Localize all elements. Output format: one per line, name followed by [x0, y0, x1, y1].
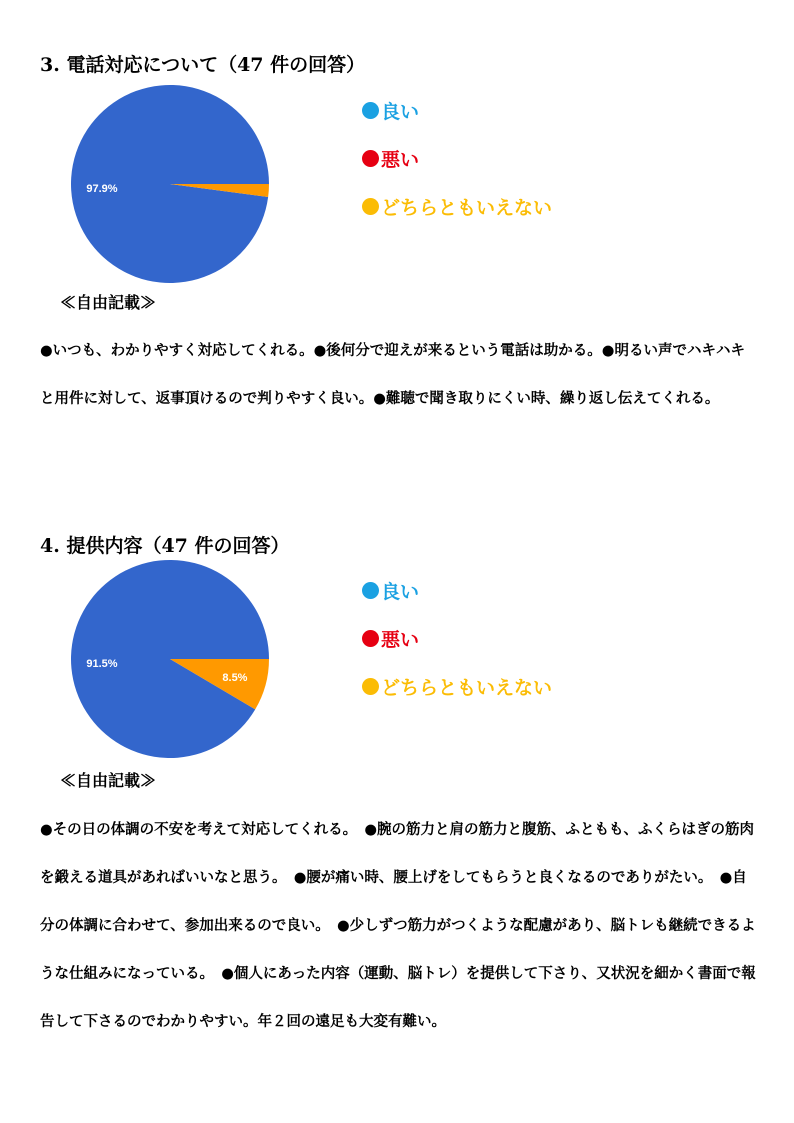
comments-phone [40, 327, 756, 423]
legend-label-neutral: どちらともいえない [381, 676, 553, 699]
comment-text-content: ●その日の体調の不安を考えて対応してくれる。 ●腕の筋力と肩の筋力と腹筋、ふともも、ふくらはぎの筋肉を鍛える道具があればいいなと思う。 ●腰が痛い時、腰上げをしてもらうと良くなるのでありがたい。 ●自分の体調に合わせて、参加出来るので良い。 ●少しずつ筋力がつくような配慮があり、脳トレも継続できるような仕組みになっている。 ●個人にあった内容（運動、脳トレ）を提供して下さり、又状況を細かく書面で報告して下さるのでわかりやすい。年２回の遠足も大変有難い。 [40, 821, 756, 1030]
free-comment-label-phone: ≪自由記載≫ [60, 293, 157, 312]
legend-item-good [362, 566, 552, 614]
legend-dot-bad [362, 150, 379, 167]
legend-item-good [362, 86, 552, 134]
legend-dot-neutral [362, 678, 379, 695]
legend-phone [362, 86, 552, 230]
legend-label-good: 良い [381, 580, 420, 603]
section3-heading: 3. 電話対応について（47 件の回答） [40, 54, 366, 76]
comment-text-phone: ●いつも、わかりやすく対応してくれる。●後何分で迎えが来るという電話は助かる。●明るい声でハキハキと用件に対して、返事頂けるので判りやすく良い。●難聴で聞き取りにくい時、繰り返し伝えてくれる。 [40, 342, 745, 407]
legend-label-bad: 悪い [381, 148, 420, 171]
legend-label-neutral: どちらともいえない [381, 196, 553, 219]
free-comment-label-content: ≪自由記載≫ [60, 771, 157, 790]
pie-chart-content [70, 559, 270, 759]
pie-data-label: 8.5% [222, 671, 248, 684]
legend-label-good: 良い [381, 100, 420, 123]
legend-dot-good [362, 582, 379, 599]
legend-dot-neutral [362, 198, 379, 215]
legend-item-bad [362, 614, 552, 662]
legend-item-bad [362, 134, 552, 182]
legend-item-neutral [362, 662, 552, 710]
comments-content [40, 806, 756, 1046]
legend-dot-good [362, 102, 379, 119]
legend-dot-bad [362, 630, 379, 647]
pie-data-label: 91.5% [86, 658, 118, 670]
legend-content [362, 566, 552, 710]
legend-item-neutral [362, 182, 552, 230]
pie-chart-phone [70, 84, 270, 284]
section4-heading: 4. 提供内容（47 件の回答） [40, 535, 290, 557]
pie-data-label: 97.9% [86, 183, 118, 195]
legend-label-bad: 悪い [381, 628, 420, 651]
